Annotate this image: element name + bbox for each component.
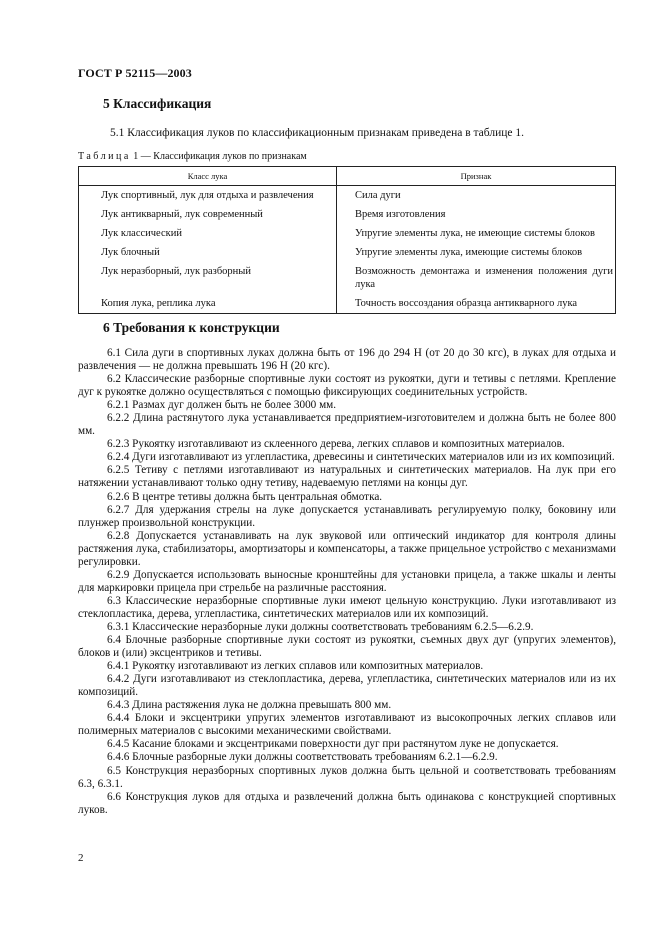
cell-bow-class: Лук классический [79,224,337,243]
table-caption-word: Таблица [78,151,131,162]
paragraph: 6.4.2 Дуги изготавливают из стеклопластика, дерева, углепластика, синтетических материалов или из их композиций. [78,673,616,699]
paragraph: 6.6 Конструкция луков для отдыха и развлечений должна быть одинакова с конструкцией спортивных луков. [78,790,616,816]
paragraph: 6.3 Классические неразборные спортивные луки имеют цельную конструкцию. Луки изготавливают из стеклопластика, дерева, углепластика, синтетических материалов или их композиций. [78,594,616,620]
cell-bow-class: Лук блочный [79,243,337,262]
paragraph: 6.2.4 Дуги изготавливают из углепластика, древесины и синтетических материалов или из их композиций. [107,451,615,464]
paragraph: 6.4.5 Касание блоками и эксцентриками поверхности дуг при растянутом луке не допускается. [107,738,559,751]
table-caption [78,151,307,162]
paragraph: 6.4.4 Блоки и эксцентрики упругих элементов изготавливают из высокопрочных легких сплавов или полимерных материалов с высокими механическими свойствами. [78,712,616,738]
section-6-body [78,347,616,817]
section-5-heading: 5 Классификация [103,96,212,111]
table-header-row [79,167,616,186]
paragraph: 6.2 Классические разборные спортивные луки состоят из рукоятки, дуги и тетивы с петлями. Крепление дуг к рукоятке должно осуществляться с помощью фиксирующих соединительных устройств. [78,373,616,399]
table-row [79,294,616,314]
table-row [79,243,616,262]
cell-attribute: Сила дуги [337,186,616,206]
cell-bow-class: Лук антикварный, лук современный [79,205,337,224]
cell-attribute: Возможность демонтажа и изменения положения дуги лука [337,262,616,294]
paragraph: 6.3.1 Классические неразборные луки должны соответствовать требованиям 6.2.5—6.2.9. [107,620,534,633]
paragraph: 6.2.3 Рукоятку изготавливают из склеенного дерева, легких сплавов и композитных материалов. [107,438,565,451]
header-attribute: Признак [337,167,616,186]
cell-bow-class: Копия лука, реплика лука [79,294,337,314]
paragraph: 6.5 Конструкция неразборных спортивных луков должна быть цельной и соответствовать требованиям 6.3, 6.3.1. [78,764,616,790]
classification-table [78,166,616,314]
paragraph: 6.2.8 Допускается устанавливать на лук звуковой или оптический индикатор для контроля длины растяжения лука, стабилизаторы, амортизаторы и компенсаторы, а также прицельное устройство с механизмами регулировки. [78,529,616,568]
table-row [79,205,616,224]
paragraph: 6.2.6 В центре тетивы должна быть центральная обмотка. [107,490,383,503]
cell-bow-class: Лук спортивный, лук для отдыха и развлечения [79,186,337,206]
table-row [79,262,616,294]
standard-designation: ГОСТ Р 52115—2003 [78,66,192,80]
header-bow-class: Класс лука [79,167,337,186]
paragraph: 6.2.2 Длина растянутого лука устанавливается предприятием-изготовителем и должна быть не более 800 мм. [78,412,616,438]
paragraph: 6.4 Блочные разборные спортивные луки состоят из рукоятки, съемных двух дуг (упругих элементов), блоков и (или) эксцентриков и тетивы. [78,634,616,660]
paragraph: 6.4.1 Рукоятку изготавливают из легких сплавов или композитных материалов. [107,660,484,673]
paragraph: 6.2.9 Допускается использовать выносные кронштейны для установки прицела, а также шкалы и ленты для маркировки прицела при стрельбе на различные расстояния. [78,568,616,594]
page-number: 2 [78,852,84,864]
paragraph: 6.4.6 Блочные разборные луки должны соответствовать требованиям 6.2.1—6.2.9. [107,751,498,764]
cell-attribute: Точность воссоздания образца антикварного лука [337,294,616,314]
paragraph: 6.1 Сила дуги в спортивных луках должна быть от 196 до 294 Н (от 20 до 30 кгс), в луках для отдыха и развлечения — не должна превышать 196 Н (20 кгс). [78,347,616,373]
cell-attribute: Время изготовления [337,205,616,224]
paragraph: 6.4.3 Длина растяжения лука не должна превышать 800 мм. [107,699,392,712]
paragraph: 6.2.1 Размах дуг должен быть не более 3000 мм. [107,399,337,412]
cell-bow-class: Лук неразборный, лук разборный [79,262,337,294]
cell-attribute: Упругие элементы лука, имеющие системы блоков [337,243,616,262]
section-6-heading: 6 Требования к конструкции [103,320,280,335]
paragraph-5-1: 5.1 Классификация луков по классификационным признакам приведена в таблице 1. [110,127,524,139]
table-caption-text: 1 — Классификация луков по признакам [130,151,307,162]
table-row [79,224,616,243]
paragraph: 6.2.7 Для удержания стрелы на луке допускается устанавливать регулируемую полку, боковину или плунжер произвольной конструкции. [78,503,616,529]
cell-attribute: Упругие элементы лука, не имеющие системы блоков [337,224,616,243]
paragraph: 6.2.5 Тетиву с петлями изготавливают из натуральных и синтетических материалов. На лук при его натяжении устанавливают только одну тетиву, надеваемую петлями на концы дуг. [78,464,616,490]
table-row [79,186,616,206]
